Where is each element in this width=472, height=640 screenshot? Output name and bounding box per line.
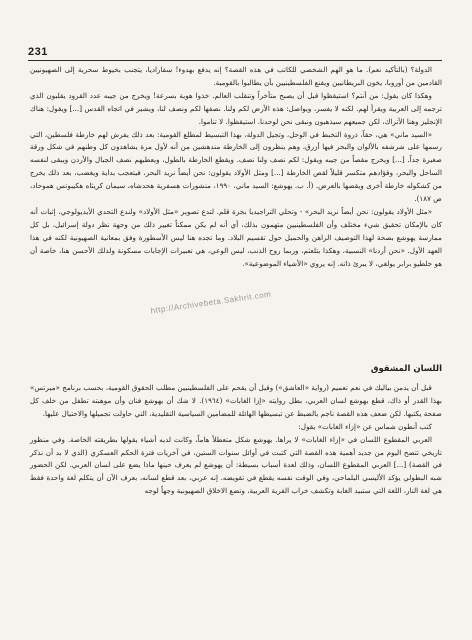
paragraph: قبل أن يدمن بياليك في نعم تعميم (رواية «العاشق») وقيل أن يقحم على الفلسطينيين مطلب الحقوق القومية، بحسب برنامج «ميرتس» بهذا القدر أو ذاك، قطع يهوشع لسان العربي، بطل روايته «إزا الغابات» (١٩٦٤). لا شك أن يهوشع فنان وأن موهبته تطفل من خلف كل صفحة يكتبها. لكن ضعف هذه القصة ناجم بالضبط عن تبسيطها الهائلة للمضامين السياسية التقليدية، التي حاولت تجميلها والاحتيال عليها. [30, 383, 442, 418]
paragraph: «السيد ماني» هي، حقاً، ذروة التخبط في الوحل، وتجيل الدولة، بهذا التبسيط لمطلع القومية: بعد ذلك يفرش لهم خارطة فلسطين، التي رسمها على شرشفه بالألوان والبحر فيها أزرق، وهم ينظرون إلى الخارطة مندهشين من أنه لأول مرة يشاهدون كل وطنهم في شكل ورقة صغيرة جداً. [...] ويخرج مقصاً من جيبه ويقول: لكم نصف ولنا نصف. ويقطع الخارطة بالطول، ويعطيهم نصف الجبال والأردن ويبقى لنفسه الساحل والبحر، وفؤادهم متكسر قليلاً لقص الخارطة [...] ومثل الأولاد يقولون: نحن أيضاً نريد البحر، فيتعجب بداية ويغضب، بعد ذلك يخرج من كشكوله خارطة أخرى ويقصها بالعرض. (أ. ب. يهوشع: السيد ماني، ١٩٩٠، منشورات هسفرية هحدشاه، سيمان كريثاه هكيبوتس هموحاد، ص ١٨٧). [30, 129, 442, 204]
page-number: 231 [28, 46, 48, 58]
paragraph: العربي المقطوع اللسان في «إزاء الغابات» لا يراها. يهوشع شكل متعطلاً هاماً، وكانت لديه أشياء يقولها بطريقته الخاصة. وفي منظور تاريخي تتضح اليوم من جديد أهمية هذه القصة التي كتبت في أوائل سنوات الستين، في آخريات فترة الحكم العسكري (الذي لا بد أن نذكر في القصة) [...] العربي المقطوع اللسان، وذلك لعدة أسباب بسيطة: أن يهوشع لم يعرف حينها ماذا يضع على لسان العربي. لكن الحضور شبه البطولي يؤكد الأليسي البلماحي، وفي الوقت نفسه يقطع في تقويضه. إنه عربي، بعد قطع لسانه، بعرف الآن أن يتكلم لغة واحدة فقط هي لغة النار، اللغة التي ستبيد الغابة وتكشف خراب القرية العربية، وتضع الاخلاق الصهيونية وجهاً لوجه [30, 434, 442, 496]
paragraph: كتب أنطون شماس عن «إزاء الغابات» يقول: [298, 421, 432, 431]
section-heading: اللسان المشقوق [370, 364, 442, 374]
paragraph: «مثل الأولاد يقولون: نحن أيضاً نريد البحر» - وتحلي التراجيديا بجرة قلم. لتدع تصوير «مثل الأولاد» ولندع التحدي الأيديولوجي، إثبات أنه كان بالإمكان تحقيق شيء مختلف وأن الفلسطينيين متهمون بذلك، أي أنه لم يكن ممكناً تغيير ذلك من وجهة نظر دولة إسرائيل، بل كل ممارسة يهوشع بصحة لهذا التوصيف الراهن والحميل حول تقسيم البلاد. وما تجده هنا ليس الأسطورة وفق بمعانية الصهيونية لكنه في هذا العهد الأول. «نحن أردنا» النسبية، وهكذا بتلعثم، وربما روح الذنب، ليس الوعي، هي تعبيرات الإجابات مسكونة ولذلك الأحسن هنا، خاصة أن هو خلطيو برابر يولغي، لا يبرئ ذاته. إنه يروي «الأشياء الموضوعية». [30, 206, 442, 268]
lower-text-block [30, 382, 442, 498]
header-rule [28, 60, 442, 61]
paragraph: الدولة؟ (بالتأكيد نعم). ما هو الهم الشخصي للكاتب في هذه القصة؟ إنه يدفع بهدوء! سفاراديا، يتجنب بخيوط سحرية إلى الصهيونيين القادمين من أوروبا، يخون البريطانيين ويقنع الفلسطينيين بأن يطالبوا بالقومية. [30, 65, 442, 87]
watermark: http://Archivebeta.Sakhrit.com [149, 289, 272, 316]
upper-text-block [30, 64, 442, 271]
paragraph: وهكذا كان يقول: من أنتم؟ استيقظوا قبل أن يصبح متأخراً وتنقلب العالم. خذوا هوية بسرعة! ويخرج من جيبه عدد القرود يقلبون الذي ترجمه إلى العربية ويقرأ لهم. لكنه لا يفسر، ويواصل: هذه الأرض لكم ولنا. نصفها لكم ونصف لنا، ويشير في اتجاه القدس [...] ويقول: هناك الإنجليز وهنا الأتراك، لكن جميعهم سيذهبون ونبقى نحن لوحدنا. استيقظوا. لا تناموا. [30, 90, 442, 126]
